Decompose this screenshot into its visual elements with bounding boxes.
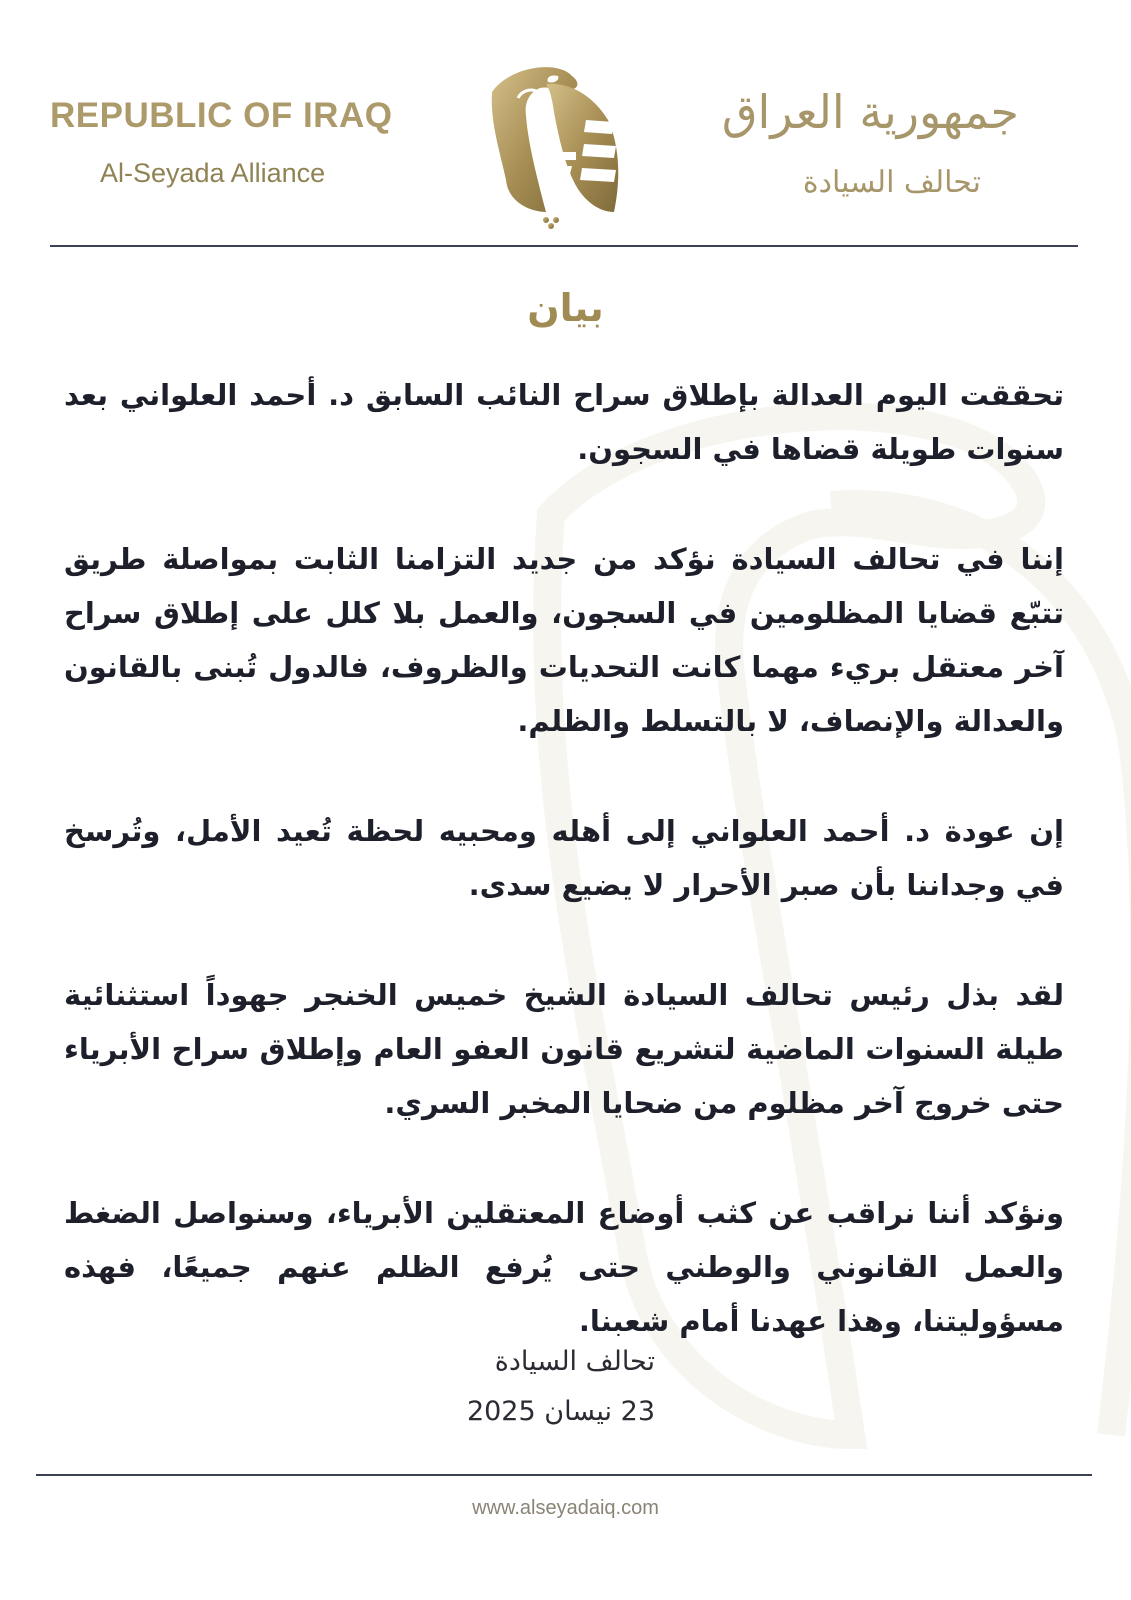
header-divider: [50, 245, 1078, 247]
latin-subtitle: Al-Seyada Alliance: [100, 158, 326, 188]
statement-body: [64, 368, 1064, 1404]
statement-heading: بيان: [527, 286, 604, 330]
latin-title: REPUBLIC OF IRAQ: [50, 96, 393, 135]
eagle-emblem-icon: [488, 62, 628, 234]
paragraph-4: لقد بذل رئيس تحالف السيادة الشيخ خميس الخنجر جهوداً استثنائية طيلة السنوات الماضية لتشريع قانون العفو العام وإطلاق سراح الأبرياء حتى خروج آخر مظلوم من ضحايا المخبر السري.: [64, 978, 1064, 1120]
arabic-subtitle: تحالف السيادة: [802, 165, 981, 200]
footer-divider: [36, 1474, 1092, 1476]
signature-date: 23 نيسان 2025: [466, 1396, 655, 1427]
signature-organization: تحالف السيادة: [494, 1346, 655, 1377]
paragraph-3: إن عودة د. أحمد العلواني إلى أهله ومحبيه لحظة تُعيد الأمل، وتُرسخ في وجداننا بأن صبر الأحرار لا يضيع سدى.: [64, 814, 1064, 902]
arabic-title: جمهورية العراق: [721, 85, 1019, 139]
website-link[interactable]: www.alseyadaiq.com: [472, 1497, 659, 1519]
paragraph-5: ونؤكد أننا نراقب عن كثب أوضاع المعتقلين الأبرياء، وسنواصل الضغط والعمل القانوني والوطني حتى يُرفع الظلم عنهم جميعًا، فهذه مسؤوليتنا، وهذا عهدنا أمام شعبنا.: [64, 1196, 1064, 1338]
paragraph-2: إننا في تحالف السيادة نؤكد من جديد التزامنا الثابت بمواصلة طريق تتبّع قضايا المظلومين في السجون، والعمل بلا كلل على إطلاق سراح آخر معتقل بريء مهما كانت التحديات والظروف، فالدول تُبنى بالقانون والعدالة والإنصاف، لا بالتسلط والظلم.: [64, 542, 1064, 738]
paragraph-1: تحققت اليوم العدالة بإطلاق سراح النائب السابق د. أحمد العلواني بعد سنوات طويلة قضاها في السجون.: [64, 378, 1064, 466]
